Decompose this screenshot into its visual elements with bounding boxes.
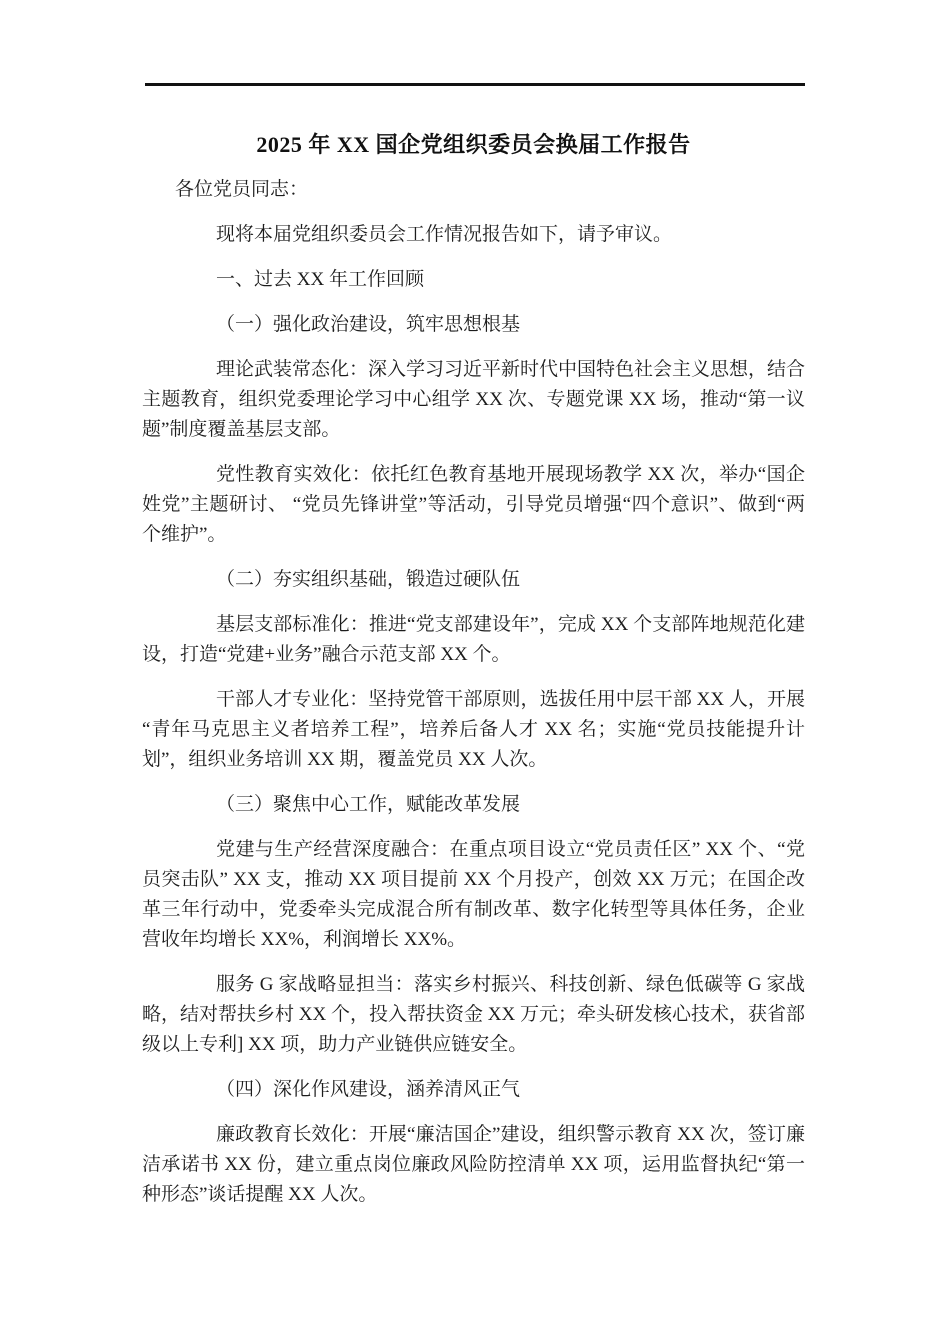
document-content (142, 100, 805, 1225)
paragraph-integrity-education: 廉政教育长效化：开展“廉洁国企”建设，组织警示教育 XX 次，签订廉洁承诺书 XX 份，建立重点岗位廉政风险防控清单 XX 项，运用监督执纪“第一种形态”谈话提醒 XX 人次。 (142, 1124, 805, 1205)
document-title: 2025 年 XX 国企党组织委员会换届工作报告 (256, 132, 691, 157)
heading-sub-3: （三）聚焦中心工作，赋能改革发展 (216, 794, 521, 815)
paragraph-branch-standardization: 基层支部标准化：推进“党支部建设年”，完成 XX 个支部阵地规范化建设，打造“党建+业务”融合示范支部 XX 个。 (142, 614, 805, 665)
heading-section-1: 一、过去 XX 年工作回顾 (216, 269, 424, 290)
header-rule (145, 83, 805, 86)
salutation: 各位党员同志： (175, 179, 309, 200)
heading-sub-1: （一）强化政治建设，筑牢思想根基 (216, 314, 521, 335)
heading-sub-4: （四）深化作风建设，涵养清风正气 (216, 1079, 521, 1100)
paragraph-national-strategy: 服务 G 家战略显担当：落实乡村振兴、科技创新、绿色低碳等 G 家战略，结对帮扶乡村 XX 个，投入帮扶资金 XX 万元；牵头研发核心技术，获省部级以上专利] XX 项，助力产业链供应链安全。 (142, 974, 805, 1055)
heading-sub-2: （二）夯实组织基础，锻造过硬队伍 (216, 569, 521, 590)
paragraph-cadre-talent: 干部人才专业化：坚持党管干部原则，选拔任用中层干部 XX 人，开展“青年马克思主义者培养工程”，培养后备人才 XX 名；实施“党员技能提升计划”，组织业务培训 XX 期，覆盖党员 XX 人次。 (142, 689, 805, 770)
paragraph-party-education: 党性教育实效化：依托红色教育基地开展现场教学 XX 次，举办“国企姓党”主题研讨、 “党员先锋讲堂”等活动，引导党员增强“四个意识”、做到“两个维护”。 (142, 464, 805, 545)
paragraph-theory: 理论武装常态化：深入学习习近平新时代中国特色社会主义思想，结合主题教育，组织党委理论学习中心组学 XX 次、专题党课 XX 场，推动“第一议题”制度覆盖基层支部。 (142, 359, 806, 440)
paragraph-party-production-integration: 党建与生产经营深度融合：在重点项目设立“党员责任区” XX 个、“党员突击队” XX 支，推动 XX 项目提前 XX 个月投产，创效 XX 万元；在国企改革三年行动中，党委牵头完成混合所有制改革、数字化转型等具体任务，企业营收年均增长 XX%，利润增长 XX%。 (142, 839, 805, 950)
paragraph-intro: 现将本届党组织委员会工作情况报告如下，请予审议。 (216, 224, 673, 245)
